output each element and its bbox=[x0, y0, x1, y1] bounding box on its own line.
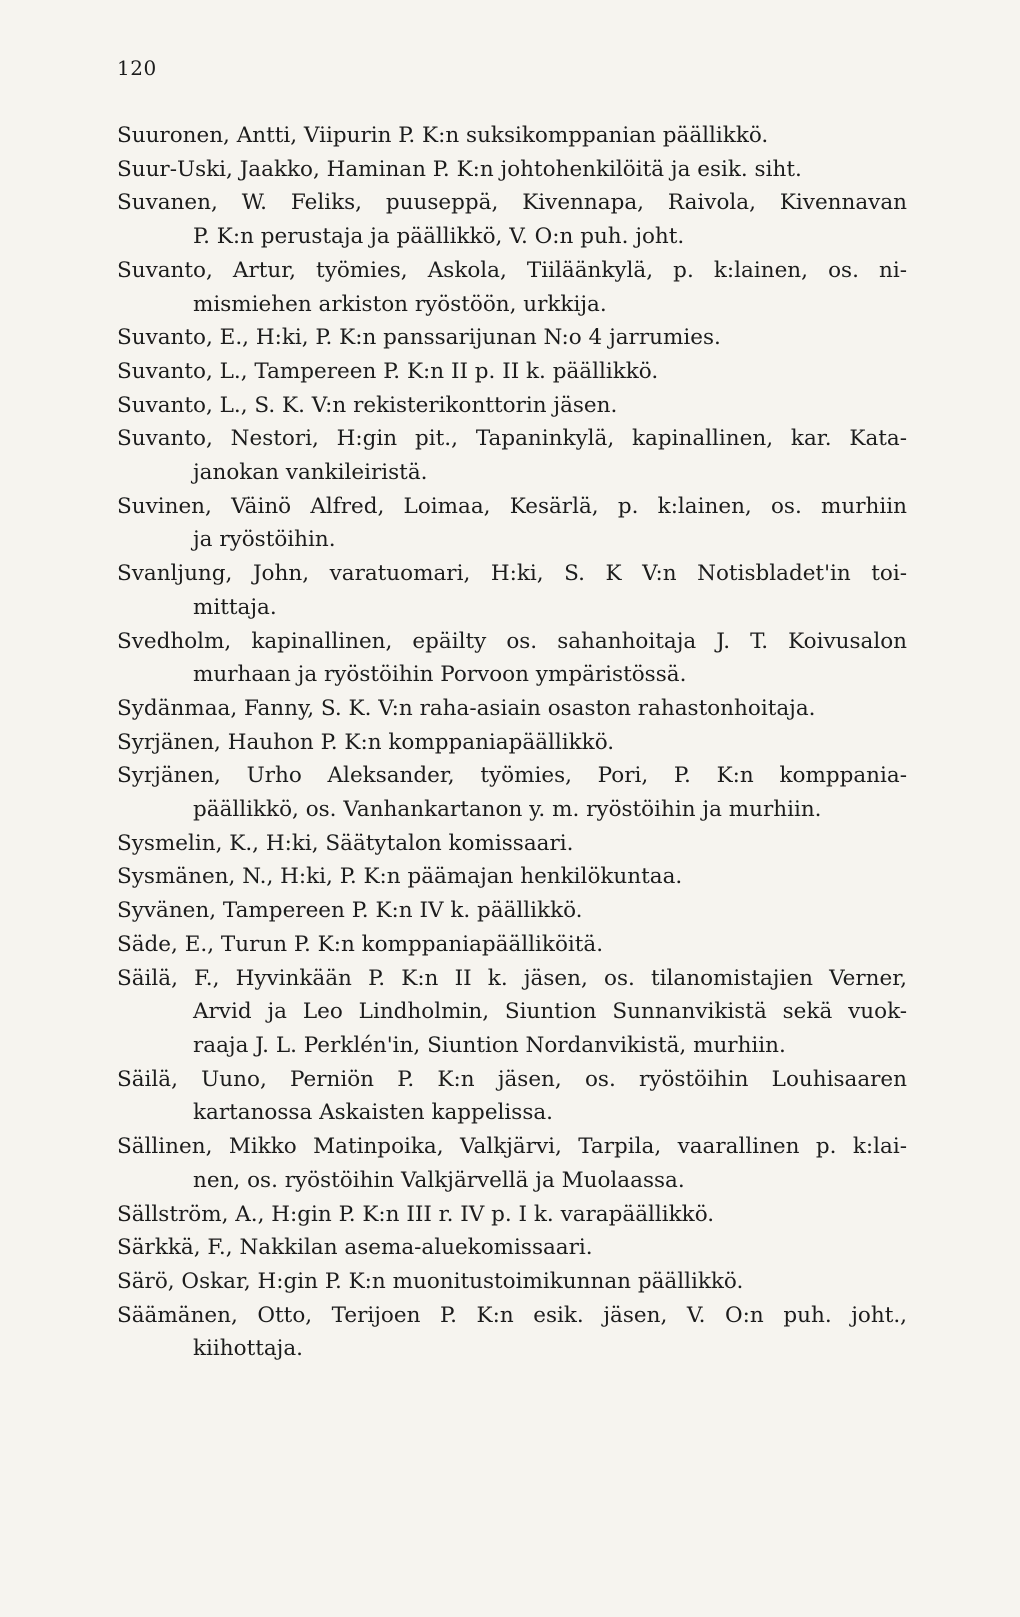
entry bbox=[117, 153, 907, 187]
entry bbox=[117, 860, 907, 894]
entry-continuation-line: P. K:n perustaja ja päällikkö, V. O:n puh. joht. bbox=[193, 224, 685, 250]
entry bbox=[117, 1265, 907, 1299]
entry-first-line: Sysmänen, N., H:ki, P. K:n päämajan henkilökuntaa. bbox=[117, 864, 683, 890]
entry bbox=[117, 422, 907, 489]
entry-first-line: Suvanto, E., H:ki, P. K:n panssarijunan N:o 4 jarrumies. bbox=[117, 325, 721, 351]
entry bbox=[117, 389, 907, 423]
entry-continuation-line: murhaan ja ryöstöihin Porvoon ympäristössä. bbox=[193, 662, 687, 688]
entry bbox=[117, 1198, 907, 1232]
entry bbox=[117, 490, 907, 557]
entry bbox=[117, 625, 907, 692]
entry bbox=[117, 254, 907, 321]
entry-continuation-line: nen, os. ryöstöihin Valkjärvellä ja Muolaassa. bbox=[193, 1167, 685, 1193]
entry-first-line: Särö, Oskar, H:gin P. K:n muonitustoimikunnan päällikkö. bbox=[117, 1268, 744, 1294]
entry-first-line: Syrjänen, Urho Aleksander, työmies, Pori, P. K:n komppania- bbox=[117, 763, 907, 789]
entry-continuation-line: kiihottaja. bbox=[193, 1336, 303, 1362]
entry-list bbox=[117, 119, 907, 1366]
entry-first-line: Suur-Uski, Jaakko, Haminan P. K:n johtohenkilöitä ja esik. siht. bbox=[117, 156, 802, 182]
entry bbox=[117, 928, 907, 962]
entry-continuation-line: ja ryöstöihin. bbox=[193, 527, 336, 553]
entry bbox=[117, 119, 907, 153]
entry-first-line: Svanljung, John, varatuomari, H:ki, S. K V:n Notisbladet'in toi- bbox=[117, 561, 907, 587]
page-number: 120 bbox=[117, 56, 157, 80]
entry-continuation-line: raaja J. L. Perklén'in, Siuntion Nordanvikistä, murhiin. bbox=[193, 1032, 786, 1058]
entry-first-line: Säilä, Uuno, Perniön P. K:n jäsen, os. ryöstöihin Louhisaaren bbox=[117, 1066, 907, 1092]
entry bbox=[117, 355, 907, 389]
entry-continuation-line: mittaja. bbox=[193, 594, 277, 620]
entry-first-line: Suvanto, Artur, työmies, Askola, Tiiläänkylä, p. k:lainen, os. ni- bbox=[117, 257, 907, 283]
entry-first-line: Särkkä, F., Nakkilan asema-aluekomissaari. bbox=[117, 1235, 593, 1261]
entry-first-line: Säde, E., Turun P. K:n komppaniapäälliköitä. bbox=[117, 931, 604, 957]
entry bbox=[117, 1063, 907, 1130]
entry bbox=[117, 726, 907, 760]
entry-first-line: Sällinen, Mikko Matinpoika, Valkjärvi, Tarpila, vaarallinen p. k:lai- bbox=[117, 1134, 907, 1160]
entry-first-line: Suvanen, W. Feliks, puuseppä, Kivennapa, Raivola, Kivennavan bbox=[117, 190, 907, 216]
entry-first-line: Sydänmaa, Fanny, S. K. V:n raha-asiain osaston rahastonhoitaja. bbox=[117, 695, 816, 721]
entry-first-line: Syvänen, Tampereen P. K:n IV k. päällikkö. bbox=[117, 898, 583, 924]
entry-first-line: Säilä, F., Hyvinkään P. K:n II k. jäsen, os. tilanomistajien Verner, bbox=[117, 965, 907, 991]
entry bbox=[117, 1130, 907, 1197]
entry bbox=[117, 894, 907, 928]
entry bbox=[117, 557, 907, 624]
entry bbox=[117, 321, 907, 355]
entry-first-line: Suvanto, L., Tampereen P. K:n II p. II k. päällikkö. bbox=[117, 358, 659, 384]
entry-first-line: Suvanto, L., S. K. V:n rekisterikonttorin jäsen. bbox=[117, 392, 618, 418]
entry-first-line: Svedholm, kapinallinen, epäilty os. sahanhoitaja J. T. Koivusalon bbox=[117, 628, 907, 654]
entry bbox=[117, 759, 907, 826]
entry-continuation-line: päällikkö, os. Vanhankartanon y. m. ryöstöihin ja murhiin. bbox=[193, 797, 822, 823]
entry-first-line: Suvinen, Väinö Alfred, Loimaa, Kesärlä, p. k:lainen, os. murhiin bbox=[117, 493, 907, 519]
entry-first-line: Säämänen, Otto, Terijoen P. K:n esik. jäsen, V. O:n puh. joht., bbox=[117, 1302, 907, 1328]
entry bbox=[117, 962, 907, 1063]
entry bbox=[117, 827, 907, 861]
entry-first-line: Sysmelin, K., H:ki, Säätytalon komissaari. bbox=[117, 830, 574, 856]
entry bbox=[117, 1299, 907, 1366]
entry bbox=[117, 186, 907, 253]
entry-continuation-line: Arvid ja Leo Lindholmin, Siuntion Sunnanvikistä sekä vuok- bbox=[193, 999, 907, 1025]
entry-continuation-line: mismiehen arkiston ryöstöön, urkkija. bbox=[193, 291, 607, 317]
entry-first-line: Suuronen, Antti, Viipurin P. K:n suksikomppanian päällikkö. bbox=[117, 123, 769, 148]
entry-continuation-line: janokan vankileiristä. bbox=[193, 460, 428, 486]
entry bbox=[117, 1231, 907, 1265]
entry-first-line: Syrjänen, Hauhon P. K:n komppaniapäällikkö. bbox=[117, 729, 615, 755]
entry-first-line: Suvanto, Nestori, H:gin pit., Tapaninkylä, kapinallinen, kar. Kata- bbox=[117, 426, 907, 452]
entry-first-line: Sällström, A., H:gin P. K:n III r. IV p. I k. varapäällikkö. bbox=[117, 1201, 715, 1227]
entry bbox=[117, 692, 907, 726]
entry-continuation-line: kartanossa Askaisten kappelissa. bbox=[193, 1100, 554, 1126]
